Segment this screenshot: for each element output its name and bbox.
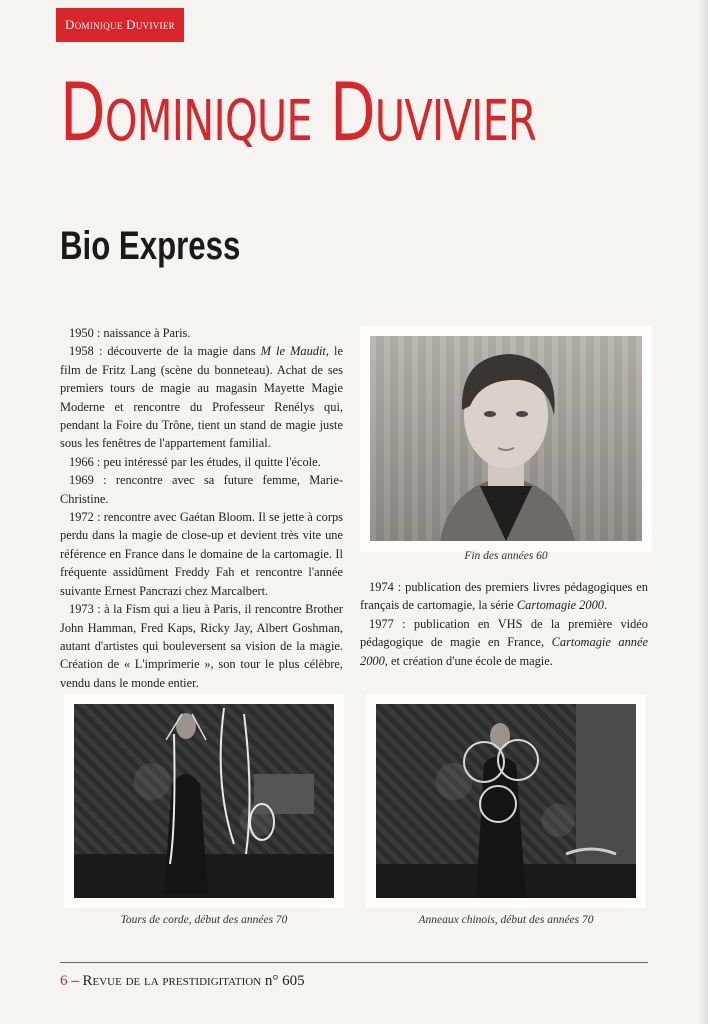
rings-photo-frame xyxy=(366,694,646,908)
page-edge-shadow xyxy=(698,0,708,1024)
bio-entry-1977: 1977 : publication en VHS de la première vidéo pédagogique de magie en France, Cartomagie année 2000, et création d'une école de magie. xyxy=(360,616,648,668)
bio-entry-1974: 1974 : publication des premiers livres pédagogiques en français de cartomagie, la série Cartomagie 2000. xyxy=(360,580,648,613)
page-number: 6 xyxy=(60,973,68,989)
bio-entry-1950: 1950 : naissance à Paris. xyxy=(69,326,191,340)
rope-trick-illustration xyxy=(74,704,334,898)
chinese-rings-illustration xyxy=(376,704,636,898)
rings-caption: Anneaux chinois, début des années 70 xyxy=(418,914,594,926)
section-heading: Bio Express xyxy=(60,224,241,268)
issue-prefix: n° xyxy=(261,973,283,989)
portrait-illustration xyxy=(370,336,642,541)
book-series-title: Cartomagie 2000 xyxy=(516,598,604,613)
portrait-photo xyxy=(370,336,642,541)
page-footer xyxy=(60,970,305,992)
bio-entry-1966: 1966 : peu intéressé par les études, il quitte l'école. xyxy=(69,454,321,469)
right-text-column xyxy=(360,578,648,670)
issue-number: 605 xyxy=(282,973,305,989)
bio-entry-1973: 1973 : à la Fism qui a lieu à Paris, il rencontre Brother John Hamman, Fred Kaps, Ricky Jay, Albert Goshman, autant d'artistes qui bouleversent sa vision de la magie. Création de « L'imprimerie », son tour le plus célèbre, vendu dans le monde entier. xyxy=(60,602,343,690)
video-title: Cartomagie année 2000 xyxy=(360,635,648,668)
bio-entry-1969: 1969 : rencontre avec sa future femme, Marie-Christine. xyxy=(60,473,343,506)
rope-caption: Tours de corde, début des années 70 xyxy=(120,914,288,926)
left-text-column xyxy=(60,324,343,692)
portrait-caption: Fin des années 60 xyxy=(464,550,548,562)
bio-entry-1958: 1958 : découverte de la magie dans M le Maudit, le film de Fritz Lang (scène du bonneteau). Achat de ses premiers tours de magie au magasin Mayette Magie Moderne et rencontre du Professeur Renélys qui, pendant la Foire du Trône, tient un stand de magie juste sous les fenêtres de l'appartement familial. xyxy=(60,344,343,451)
publication-name: Revue de la prestidigitation xyxy=(82,973,262,989)
rope-photo-frame xyxy=(64,694,344,908)
bio-entry-1972: 1972 : rencontre avec Gaétan Bloom. Il se jette à corps perdu dans la magie de close-up et devient très vite une référence en France dans le domaine de la cartomagie. Il fréquente assidûment Freddy Fah et rencontre l'année suivante Ernest Pancrazi chez Marcalbert. xyxy=(60,510,343,598)
rings-photo xyxy=(376,704,636,898)
footer-divider xyxy=(60,962,648,963)
section-tag: Dominique Duvivier xyxy=(56,8,184,42)
portrait-photo-frame xyxy=(360,326,652,552)
film-title: M le Maudit xyxy=(260,344,326,359)
footer-separator: – xyxy=(67,973,83,989)
rope-photo xyxy=(74,704,334,898)
page-title: Dominique Duvivier xyxy=(60,66,537,159)
